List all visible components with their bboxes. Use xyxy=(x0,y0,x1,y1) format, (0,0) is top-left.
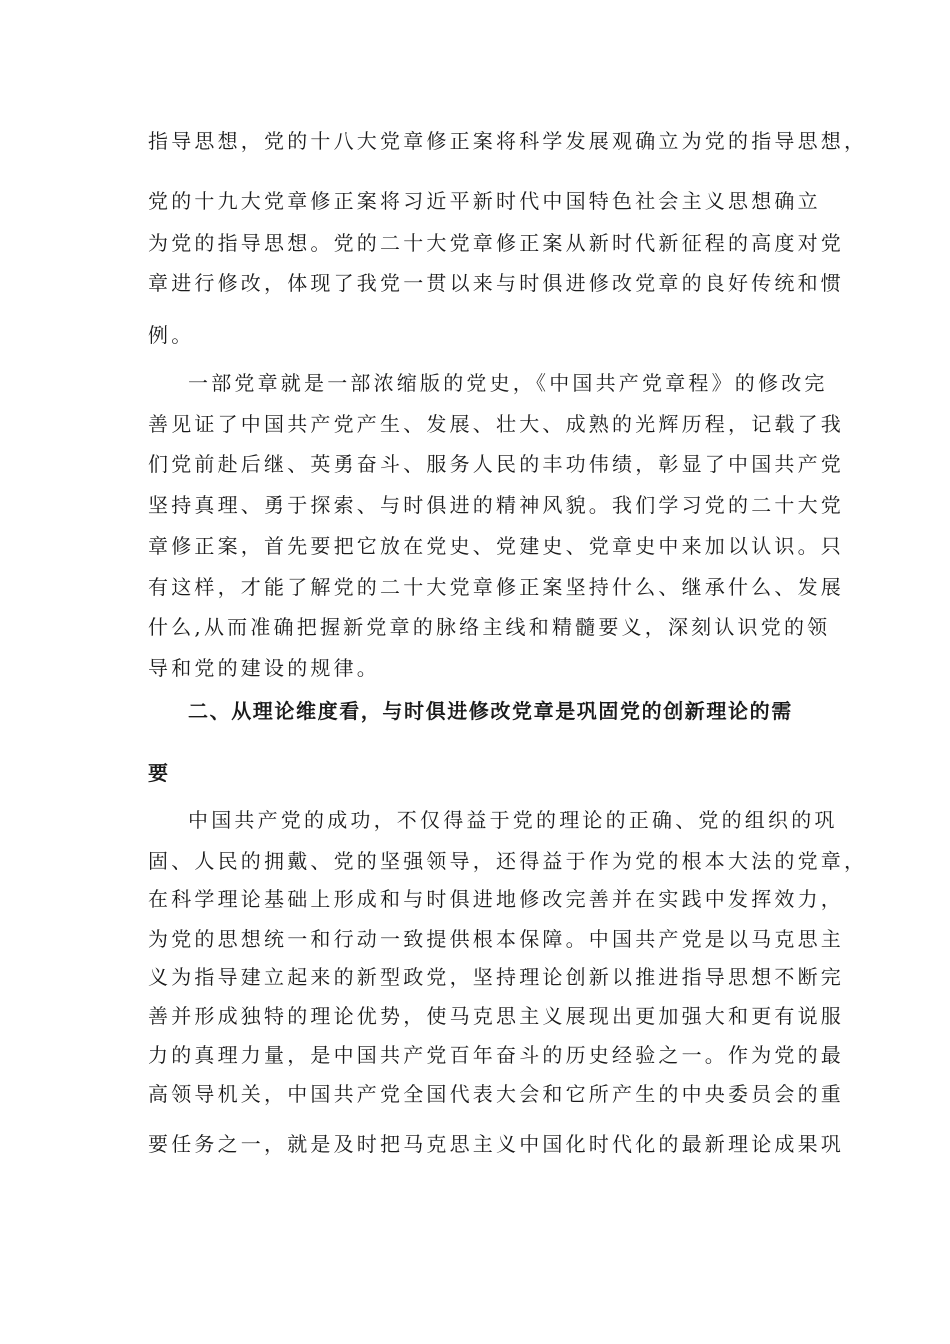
text-line: 中国共产党的成功，不仅得益于党的理论的正确、党的组织的巩 xyxy=(188,808,838,832)
text-line: 一部党章就是一部浓缩版的党史，《中国共产党章程》的修改完 xyxy=(188,371,828,395)
section-heading-continuation: 要 xyxy=(148,761,170,785)
text-line: 章进行修改，体现了我党一贯以来与时俱进修改党章的良好传统和惯 xyxy=(148,271,844,295)
text-line: 义为指导建立起来的新型政党，坚持理论创新以推进指导思想不断完 xyxy=(148,965,844,989)
section-heading: 二、从理论维度看，与时俱进修改党章是巩固党的创新理论的需 xyxy=(188,699,793,723)
text-line: 指导思想，党的十八大党章修正案将科学发展观确立为党的指导思想， xyxy=(148,129,868,153)
text-line: 力的真理力量，是中国共产党百年奋斗的历史经验之一。作为党的最 xyxy=(148,1043,844,1067)
text-line: 善见证了中国共产党产生、发展、壮大、成熟的光辉历程，记载了我 xyxy=(148,412,844,436)
text-line: 坚持真理、勇于探索、与时俱进的精神风貌。我们学习党的二十大党 xyxy=(148,493,844,517)
text-line: 党的十九大党章修正案将习近平新时代中国特色社会主义思想确立 xyxy=(148,189,821,213)
text-line: 什么,从而准确把握新党章的脉络主线和精髓要义，深刻认识党的领 xyxy=(148,615,831,639)
text-line: 为党的思想统一和行动一致提供根本保障。中国共产党是以马克思主 xyxy=(148,927,844,951)
text-line: 高领导机关，中国共产党全国代表大会和它所产生的中央委员会的重 xyxy=(148,1082,844,1106)
text-line: 固、人民的拥戴、党的坚强领导，还得益于作为党的根本大法的党章， xyxy=(148,849,868,873)
text-line: 章修正案，首先要把它放在党史、党建史、党章史中来加以认识。只 xyxy=(148,534,844,558)
text-line: 例。 xyxy=(148,323,195,347)
text-line: 要任务之一，就是及时把马克思主义中国化时代化的最新理论成果巩 xyxy=(148,1132,844,1156)
text-line: 在科学理论基础上形成和与时俱进地修改完善并在实践中发挥效力， xyxy=(148,887,844,911)
text-line: 们党前赴后继、英勇奋斗、服务人民的丰功伟绩，彰显了中国共产党 xyxy=(148,452,844,476)
text-line: 善并形成独特的理论优势，使马克思主义展现出更加强大和更有说服 xyxy=(148,1004,844,1028)
text-line: 为党的指导思想。党的二十大党章修正案从新时代新征程的高度对党 xyxy=(148,231,844,255)
text-line: 导和党的建设的规律。 xyxy=(148,656,380,680)
text-line: 有这样，才能了解党的二十大党章修正案坚持什么、继承什么、发展 xyxy=(148,575,844,599)
